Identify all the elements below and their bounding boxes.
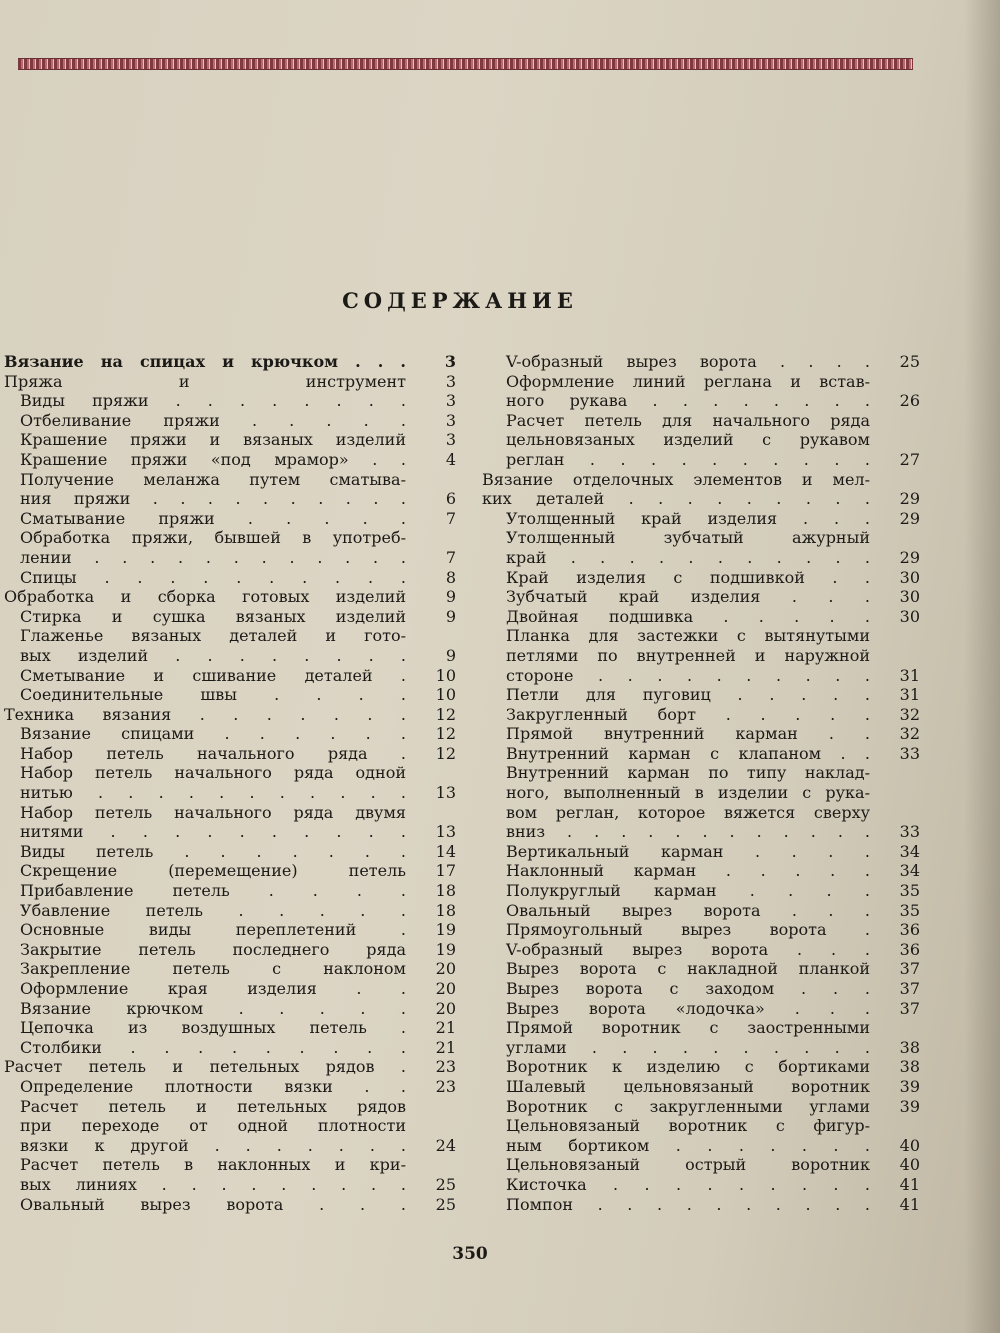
toc-entry-page: 20 (435, 979, 456, 998)
toc-entry-title: Столбики . . . . . . . . . (20, 1037, 406, 1057)
toc-entry-title: Вырез ворота с накладной планкой (506, 959, 870, 979)
toc-entry-page: 36 (899, 939, 920, 959)
toc-entry-title: Наклонный карман . . . . . (506, 861, 870, 881)
toc-entry-title: Крашение пряжи «под мрамор» . . (20, 449, 406, 469)
toc-entry (4, 607, 456, 627)
toc-entry-page: 9 (445, 587, 456, 607)
toc-entry (4, 842, 456, 862)
toc-entry-page: 40 (899, 1135, 920, 1155)
toc-entry-page: 13 (435, 783, 456, 803)
toc-entry-title: Прямоугольный вырез ворота . (506, 920, 870, 940)
toc-entry-title: Определение плотности вязки . . (20, 1076, 406, 1096)
toc-entry-page: 37 (899, 998, 920, 1018)
toc-entry (482, 1175, 920, 1195)
toc-entry-page: 40 (899, 1155, 920, 1175)
toc-entry-page: 6 (445, 489, 456, 509)
toc-entry (4, 979, 456, 999)
toc-entry-title: Спицы . . . . . . . . . . (20, 567, 406, 587)
toc-entry (4, 940, 456, 960)
toc-entry (4, 470, 456, 509)
toc-entry-page: 39 (899, 1076, 920, 1096)
toc-entry-title: Глаженье вязаных деталей и гото- вых изделий . . . . . . . . (20, 626, 406, 665)
toc-entry-title: Оформление края изделия . . (20, 979, 406, 998)
toc-entry-page: 31 (899, 685, 920, 705)
toc-entry-title: Крашение пряжи и вязаных изделий (20, 430, 406, 450)
page-shadow (964, 0, 1000, 1333)
toc-entry (4, 411, 456, 431)
toc-entry (482, 842, 920, 862)
toc-entry (482, 979, 920, 999)
toc-entry (4, 626, 456, 665)
toc-entry-title: Внутренний карман по типу наклад- ного, выполненный в изделии с рука- вом реглан, которое вяжется сверху вниз . . . . . . . . . . . . (506, 763, 870, 842)
toc-entry (4, 705, 456, 725)
toc-entry-title: Цельновязаный острый воротник (506, 1155, 870, 1175)
toc-entry-page: 37 (899, 959, 920, 979)
toc-entry (4, 1097, 456, 1156)
toc-entry-title: Воротник к изделию с бортиками (506, 1057, 870, 1077)
toc-entry-title: Набор петель начального ряда . (20, 743, 406, 763)
toc-entry-title: Вязание на спицах и крючком . . . (4, 352, 406, 371)
toc-entry (482, 1018, 920, 1057)
toc-entry-page: 23 (435, 1057, 456, 1077)
toc-entry-title: Планка для застежки с вытянутыми петлями по внутренней и наружной стороне . . . . . . . . . . (506, 626, 870, 685)
toc-entry-page: 29 (899, 547, 920, 567)
toc-entry-page: 35 (899, 900, 920, 920)
toc-entry-title: V-образный вырез ворота . . . (506, 939, 870, 959)
toc-entry-title: Обработка и сборка готовых изделий (4, 587, 406, 607)
toc-entry (482, 1155, 920, 1175)
toc-entry-page: 21 (435, 1018, 456, 1038)
toc-entry (4, 1195, 456, 1215)
toc-entry (4, 763, 456, 802)
toc-entry-title: Расчет петель и петельных рядов . (4, 1057, 406, 1077)
toc-entry (482, 352, 920, 372)
toc-entry-title: Вырез ворота с заходом . . . (506, 979, 870, 998)
toc-entry-title: Отбеливание пряжи . . . . . (20, 410, 406, 430)
toc-entry-title: Вязание крючком . . . . . (20, 998, 406, 1018)
toc-entry-page: 29 (899, 489, 920, 509)
toc-entry-page: 30 (899, 567, 920, 587)
toc-entry (4, 724, 456, 744)
toc-entry (482, 411, 920, 470)
toc-entry-title: Обработка пряжи, бывшей в употреб- лении . . . . . . . . . . . . (20, 528, 406, 567)
toc-entry (482, 587, 920, 607)
toc-entry-title: Сметывание и сшивание деталей . (20, 665, 406, 685)
toc-entry-title: Сматывание пряжи . . . . . (20, 508, 406, 528)
toc-entry-page: 23 (435, 1076, 456, 1096)
toc-entry (4, 509, 456, 529)
toc-entry-page: 34 (899, 841, 920, 861)
toc-entry (4, 450, 456, 470)
toc-entry-title: Набор петель начального ряда одной нитью . . . . . . . . . . . (20, 763, 406, 803)
toc-entry-page: 26 (899, 391, 920, 411)
toc-entry (482, 626, 920, 685)
toc-entry-title: Расчет петель в наклонных и кри- вых линиях . . . . . . . . . (20, 1155, 406, 1194)
toc-entry-title: Вязание спицами . . . . . . (20, 724, 406, 744)
toc-entry (482, 372, 920, 411)
toc-entry-page: 34 (899, 861, 920, 881)
toc-entry-page: 30 (899, 606, 920, 626)
toc-entry-title: Вертикальный карман . . . . (506, 841, 870, 861)
toc-entry (482, 1077, 920, 1097)
toc-entry-page: 25 (899, 352, 920, 371)
toc-entry-page: 36 (899, 920, 920, 940)
toc-entry-title: Овальный вырез ворота . . . (506, 900, 870, 920)
toc-entry-title: Полукруглый карман . . . . (506, 881, 870, 901)
toc-entry-page: 32 (899, 704, 920, 724)
toc-entry-page: 10 (435, 685, 456, 705)
toc-entry (4, 685, 456, 705)
toc-entry-title: Петли для пуговиц . . . . . (506, 685, 870, 705)
toc-entry-title: Убавление петель . . . . . (20, 900, 406, 920)
toc-entry-page: 27 (899, 449, 920, 469)
toc-entry-title: Набор петель начального ряда двумя нитями . . . . . . . . . . (20, 802, 406, 842)
toc-entry-title: Помпон . . . . . . . . . . (506, 1194, 870, 1214)
toc-entry-page: 30 (899, 587, 920, 607)
toc-entry-page: 12 (435, 743, 456, 763)
toc-entry-title: Соединительные швы . . . . (20, 685, 406, 705)
toc-entry-page: 41 (899, 1174, 920, 1194)
toc-entry (4, 1155, 456, 1194)
toc-entry-title: Пряжа и инструмент (4, 371, 406, 391)
toc-entry-title: Цельновязаный воротник с фигур- ным бортиком . . . . . . . (506, 1116, 870, 1155)
toc-entry-page: 14 (435, 841, 456, 861)
toc-entry (482, 724, 920, 744)
toc-entry (4, 803, 456, 842)
toc-entry-page: 18 (435, 900, 456, 920)
toc-entry-title: Кисточка . . . . . . . . . (506, 1174, 870, 1194)
toc-entry (4, 881, 456, 901)
toc-entry (4, 372, 456, 392)
toc-entry (4, 666, 456, 686)
toc-entry-title: Двойная подшивка . . . . . (506, 606, 870, 626)
toc-entry-page: 13 (435, 822, 456, 842)
toc-entry (4, 391, 456, 411)
toc-column-right (482, 352, 920, 1214)
toc-entry-title: Цепочка из воздушных петель . (20, 1018, 406, 1038)
toc-entry (482, 509, 920, 529)
toc-entry-page: 25 (435, 1194, 456, 1214)
toc-entry-title: Закрытие петель последнего ряда (20, 939, 406, 959)
toc-entry (482, 901, 920, 921)
toc-entry-page: 20 (435, 959, 456, 979)
toc-entry-title: Овальный вырез ворота . . . (20, 1194, 406, 1214)
toc-entry (4, 1077, 456, 1097)
toc-entry-title: Вырез ворота «лодочка» . . . (506, 998, 870, 1018)
toc-entry (482, 940, 920, 960)
toc-entry-page: 3 (445, 430, 456, 450)
toc-entry-page: 3 (445, 410, 456, 430)
toc-entry-page: 9 (445, 645, 456, 665)
toc-entry-title: Основные виды переплетений . (20, 920, 406, 940)
toc-entry (4, 999, 456, 1019)
toc-entry (4, 1038, 456, 1058)
toc-entry (482, 744, 920, 764)
toc-entry-page: 12 (435, 704, 456, 724)
toc-entry (4, 568, 456, 588)
toc-entry-page: 24 (435, 1135, 456, 1155)
toc-entry-title: Расчет петель и петельных рядов при переходе от одной плотности вязки к другой . . . . . . . (20, 1096, 406, 1155)
toc-entry-title: Виды пряжи . . . . . . . . (20, 391, 406, 411)
toc-entry (482, 1097, 920, 1117)
toc-entry-title: Внутренний карман с клапаном . . (506, 743, 870, 763)
toc-entry-page: 41 (899, 1194, 920, 1214)
toc-entry-page: 18 (435, 881, 456, 901)
toc-entry-title: Оформление линий реглана и встав- ного рукава . . . . . . . . (506, 371, 870, 411)
toc-entry-title: Виды петель . . . . . . . (20, 841, 406, 861)
toc-entry-page: 35 (899, 881, 920, 901)
toc-entry-page: 7 (445, 547, 456, 567)
toc-entry-page: 19 (435, 920, 456, 940)
toc-entry (4, 1057, 456, 1077)
toc-entry-page: 12 (435, 724, 456, 744)
toc-entry-title: Воротник с закругленными углами (506, 1096, 870, 1116)
toc-entry-page: 32 (899, 724, 920, 744)
toc-entry (4, 528, 456, 567)
toc-entry (482, 1116, 920, 1155)
toc-entry (4, 861, 456, 881)
toc-entry-page: 7 (445, 508, 456, 528)
toc-entry-page: 33 (899, 743, 920, 763)
toc-entry-page: 10 (435, 665, 456, 685)
toc-entry-page: 29 (899, 508, 920, 528)
toc-entry-title: Получение меланжа путем сматыва- ния пряжи . . . . . . . . . . (20, 469, 406, 509)
toc-entry-title: Прибавление петель . . . . (20, 881, 406, 901)
toc-entry-page: 25 (435, 1174, 456, 1194)
toc-entry (482, 528, 920, 567)
toc-entry-page: 17 (435, 861, 456, 881)
toc-entry-title: Скрещение (перемещение) петель (20, 861, 406, 881)
toc-entry-title: Расчет петель для начального ряда цельновязаных изделий с рукавом реглан . . . . . . . . . . (506, 410, 870, 469)
toc-entry-title: Утолщенный зубчатый ажурный край . . . . . . . . . . . (506, 528, 870, 567)
toc-entry-page: 3 (444, 352, 456, 371)
toc-entry (482, 685, 920, 705)
toc-entry (4, 1018, 456, 1038)
toc-entry (482, 959, 920, 979)
page-number: 350 (452, 1244, 488, 1264)
toc-entry (4, 430, 456, 450)
decorative-border (18, 58, 913, 70)
toc-entry-page: 33 (899, 822, 920, 842)
toc-entry (482, 705, 920, 725)
toc-entry-page: 21 (435, 1037, 456, 1057)
toc-entry-page: 38 (899, 1057, 920, 1077)
toc-entry-page: 3 (445, 371, 456, 391)
page-title: СОДЕРЖАНИЕ (342, 288, 578, 313)
toc-entry (482, 607, 920, 627)
toc-entry-page: 38 (899, 1037, 920, 1057)
toc-entry (4, 587, 456, 607)
toc-entry (482, 861, 920, 881)
toc-entry (482, 1057, 920, 1077)
toc-entry (482, 920, 920, 940)
toc-entry (482, 999, 920, 1019)
toc-entry-title: Зубчатый край изделия . . . (506, 587, 870, 607)
toc-entry (4, 744, 456, 764)
toc-entry-page: 19 (435, 939, 456, 959)
toc-entry-title: Край изделия с подшивкой . . (506, 567, 870, 587)
toc-entry-page: 4 (445, 449, 456, 469)
toc-entry (482, 568, 920, 588)
toc-entry-title: Закрепление петель с наклоном (20, 959, 406, 979)
toc-entry-page: 37 (899, 979, 920, 998)
toc-entry-title: Прямой воротник с заостренными углами . . . . . . . . . . (506, 1018, 870, 1057)
toc-entry (4, 959, 456, 979)
toc-entry (482, 763, 920, 841)
toc-entry-page: 9 (445, 606, 456, 626)
toc-entry (4, 920, 456, 940)
toc-entry (482, 1195, 920, 1215)
toc-entry (482, 881, 920, 901)
toc-entry-title: V-образный вырез ворота . . . . (506, 352, 870, 371)
toc-entry (482, 470, 920, 509)
toc-entry-page: 20 (435, 998, 456, 1018)
toc-entry-page: 3 (445, 391, 456, 411)
toc-entry-title: Стирка и сушка вязаных изделий (20, 606, 406, 626)
toc-column-left (4, 352, 456, 1214)
toc-entry-page: 8 (445, 567, 456, 587)
toc-entry (4, 901, 456, 921)
toc-entry-title: Утолщенный край изделия . . . (506, 508, 870, 528)
toc-entry-title: Шалевый цельновязаный воротник (506, 1076, 870, 1096)
toc-entry-title: Прямой внутренний карман . . (506, 724, 870, 744)
toc-entry-page: 39 (899, 1096, 920, 1116)
toc-entry-title: Вязание отделочных элементов и мел- ких деталей . . . . . . . . . (482, 469, 870, 509)
toc-entry-title: Техника вязания . . . . . . . (4, 704, 406, 724)
toc-entry-title: Закругленный борт . . . . . (506, 704, 870, 724)
toc-entry (4, 352, 456, 372)
toc-entry-page: 31 (899, 665, 920, 685)
